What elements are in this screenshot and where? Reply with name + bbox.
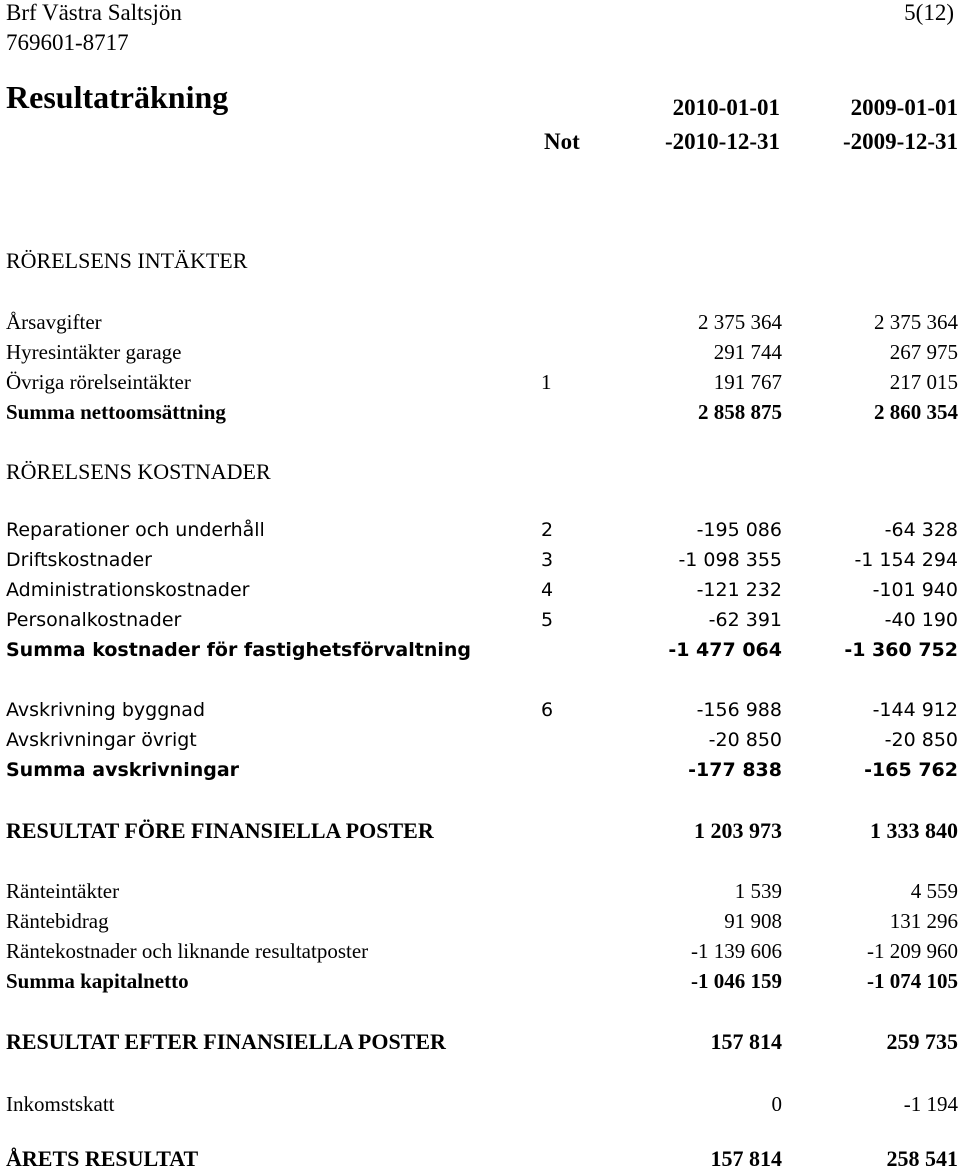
row-note: 4 <box>541 579 554 601</box>
row-label: Reparationer och underhåll <box>6 519 265 541</box>
row-label: Avskrivningar övrigt <box>6 729 197 751</box>
subtotal-row <box>0 400 960 430</box>
table-row <box>0 340 960 370</box>
row-label: Inkomstskatt <box>6 1092 115 1116</box>
row-previous-value: 1 333 840 <box>870 818 958 843</box>
page-title: Resultaträkning <box>6 79 229 115</box>
page-number: 5(12) <box>904 0 954 25</box>
row-previous-value: -1 209 960 <box>867 939 958 963</box>
row-previous-value: -40 190 <box>884 609 958 631</box>
table-row <box>0 579 960 609</box>
row-current-value: 91 908 <box>724 909 782 933</box>
row-label: Ränteintäkter <box>6 879 120 903</box>
row-label: RÖRELSENS KOSTNADER <box>6 459 271 484</box>
row-current-value: -1 477 064 <box>668 639 782 661</box>
row-previous-value: -1 194 <box>903 1092 958 1116</box>
row-current-value: 0 <box>771 1092 782 1116</box>
subtotal-row <box>0 969 960 999</box>
row-label: ÅRETS RESULTAT <box>6 1146 199 1171</box>
row-current-value: -62 391 <box>708 609 782 631</box>
row-label: RESULTAT FÖRE FINANSIELLA POSTER <box>6 818 434 843</box>
row-previous-value: 2 860 354 <box>874 400 958 424</box>
row-label: Summa kostnader för fastighetsförvaltning <box>6 639 471 661</box>
row-previous-value: 4 559 <box>910 879 958 903</box>
row-current-value: 1 203 973 <box>694 818 782 843</box>
row-previous-value: -1 360 752 <box>844 639 958 661</box>
table-row <box>0 909 960 939</box>
row-previous-value: -1 154 294 <box>854 549 958 571</box>
row-previous-value: 267 975 <box>889 340 958 364</box>
table-row <box>0 549 960 579</box>
table-row <box>0 1092 960 1122</box>
table-row <box>0 939 960 969</box>
organization-name: Brf Västra Saltsjön <box>6 0 182 25</box>
row-current-value: -195 086 <box>696 519 782 541</box>
row-label: Räntebidrag <box>6 909 109 933</box>
row-label: Administrationskostnader <box>6 579 250 601</box>
table-row <box>0 519 960 549</box>
row-previous-value: -64 328 <box>884 519 958 541</box>
row-current-value: -156 988 <box>696 699 782 721</box>
row-previous-value: 217 015 <box>889 370 958 394</box>
row-label: Hyresintäkter garage <box>6 340 182 364</box>
row-note: 2 <box>541 519 554 541</box>
row-note: 1 <box>541 370 552 394</box>
row-label: RESULTAT EFTER FINANSIELLA POSTER <box>6 1029 446 1054</box>
row-previous-value: -1 074 105 <box>867 969 958 993</box>
row-label: Avskrivning byggnad <box>6 699 205 721</box>
row-previous-value: -101 940 <box>872 579 958 601</box>
row-current-value: 2 375 364 <box>698 310 782 334</box>
row-previous-value: -20 850 <box>884 729 958 751</box>
subtotal-row <box>0 639 960 669</box>
row-note: 5 <box>541 609 554 631</box>
subtotal-row <box>0 759 960 789</box>
row-current-value: -1 139 606 <box>691 939 782 963</box>
row-label: Summa nettoomsättning <box>6 400 226 424</box>
column-current-period-start: 2010-01-01 <box>672 95 780 120</box>
row-previous-value: 258 541 <box>886 1146 958 1171</box>
row-note: 3 <box>541 549 554 571</box>
row-previous-value: 259 735 <box>886 1029 958 1054</box>
column-current-period-end: -2010-12-31 <box>665 129 780 154</box>
section-heading-costs <box>0 459 960 489</box>
row-label: Personalkostnader <box>6 609 182 631</box>
table-row <box>0 609 960 639</box>
row-current-value: -1 098 355 <box>678 549 782 571</box>
result-row <box>0 1029 960 1059</box>
row-previous-value: 2 375 364 <box>874 310 958 334</box>
column-previous-period-start: 2009-01-01 <box>850 95 958 120</box>
column-previous-period-end: -2009-12-31 <box>843 129 958 154</box>
row-note: 6 <box>541 699 554 721</box>
section-heading-revenue <box>0 248 960 278</box>
row-current-value: 191 767 <box>713 370 782 394</box>
row-current-value: 157 814 <box>710 1146 782 1171</box>
row-current-value: 157 814 <box>710 1029 782 1054</box>
row-label: Summa kapitalnetto <box>6 969 189 993</box>
table-row <box>0 370 960 400</box>
row-current-value: -121 232 <box>696 579 782 601</box>
result-row <box>0 818 960 848</box>
row-label: Årsavgifter <box>6 310 102 334</box>
row-label: RÖRELSENS INTÄKTER <box>6 248 248 273</box>
row-current-value: 1 539 <box>734 879 782 903</box>
row-previous-value: -165 762 <box>864 759 958 781</box>
table-row <box>0 310 960 340</box>
row-current-value: -1 046 159 <box>691 969 782 993</box>
row-current-value: 2 858 875 <box>698 400 782 424</box>
row-label: Driftskostnader <box>6 549 152 571</box>
row-current-value: 291 744 <box>713 340 782 364</box>
row-label: Räntekostnader och liknande resultatposter <box>6 939 369 963</box>
organization-number: 769601-8717 <box>6 30 129 55</box>
annual-result-row <box>0 1146 960 1176</box>
table-row <box>0 879 960 909</box>
table-row <box>0 729 960 759</box>
column-note-header: Not <box>544 129 580 154</box>
row-previous-value: -144 912 <box>872 699 958 721</box>
table-row <box>0 699 960 729</box>
row-current-value: -177 838 <box>688 759 782 781</box>
row-label: Övriga rörelseintäkter <box>6 370 191 394</box>
row-label: Summa avskrivningar <box>6 759 240 781</box>
row-current-value: -20 850 <box>708 729 782 751</box>
row-previous-value: 131 296 <box>889 909 958 933</box>
